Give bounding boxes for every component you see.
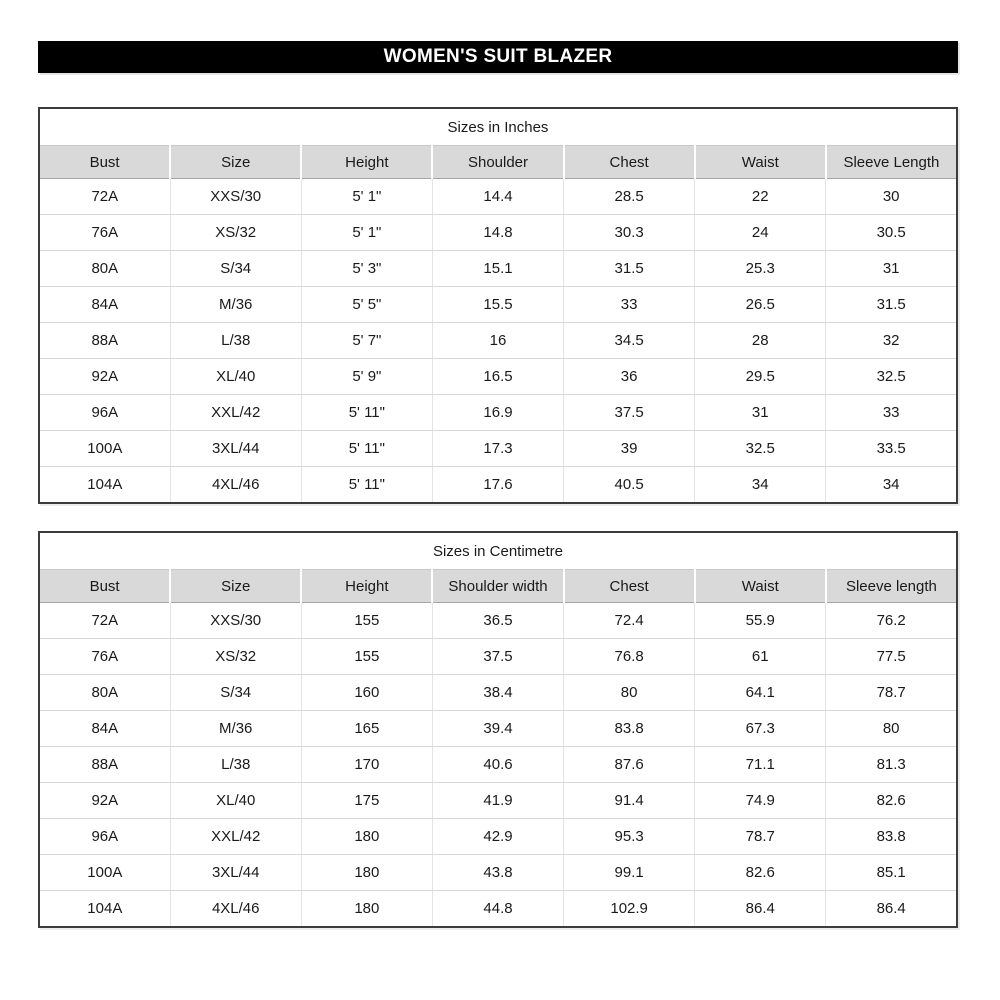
table-cell: 24	[695, 215, 826, 251]
table-cell: XXL/42	[170, 819, 301, 855]
table-cell: 87.6	[564, 747, 695, 783]
table-cell: 76A	[39, 639, 170, 675]
table-cell: 36.5	[432, 603, 563, 639]
column-header: Height	[301, 146, 432, 179]
table-cell: 44.8	[432, 891, 563, 928]
column-header: Bust	[39, 146, 170, 179]
table-cell: 38.4	[432, 675, 563, 711]
table-cell: 15.1	[432, 251, 563, 287]
table-cell: 42.9	[432, 819, 563, 855]
table-row	[39, 891, 957, 928]
column-header: Height	[301, 570, 432, 603]
table-cell: 80A	[39, 675, 170, 711]
table-cell: 86.4	[826, 891, 957, 928]
table-cell: 3XL/44	[170, 855, 301, 891]
table-row	[39, 819, 957, 855]
table-cell: 39.4	[432, 711, 563, 747]
table-cell: 100A	[39, 855, 170, 891]
table-row	[39, 287, 957, 323]
column-header: Shoulder width	[432, 570, 563, 603]
table-cell: 175	[301, 783, 432, 819]
table-cell: 72A	[39, 179, 170, 215]
table-cell: 83.8	[564, 711, 695, 747]
column-header: Shoulder	[432, 146, 563, 179]
table-cell: 28.5	[564, 179, 695, 215]
column-header: Chest	[564, 146, 695, 179]
table-cell: 82.6	[695, 855, 826, 891]
table-cell: M/36	[170, 287, 301, 323]
table-cell: XXS/30	[170, 179, 301, 215]
table-cell: 72A	[39, 603, 170, 639]
table-cell: 5' 1"	[301, 215, 432, 251]
table-cell: 43.8	[432, 855, 563, 891]
table-cell: 180	[301, 855, 432, 891]
table-cell: XXL/42	[170, 395, 301, 431]
table-cell: 25.3	[695, 251, 826, 287]
table-cell: 5' 11"	[301, 395, 432, 431]
table-cell: 76.8	[564, 639, 695, 675]
table-cell: 16.5	[432, 359, 563, 395]
table-cell: M/36	[170, 711, 301, 747]
table-cell: 32.5	[826, 359, 957, 395]
table-cell: 83.8	[826, 819, 957, 855]
size-table-centimetre	[38, 531, 958, 928]
column-header: Size	[170, 570, 301, 603]
table-cell: 3XL/44	[170, 431, 301, 467]
table-cell: XS/32	[170, 639, 301, 675]
table-header-row	[39, 146, 957, 179]
table-cell: 160	[301, 675, 432, 711]
table-cell: 64.1	[695, 675, 826, 711]
table-cell: 5' 1"	[301, 179, 432, 215]
table-cell: 39	[564, 431, 695, 467]
table-cell: 5' 7"	[301, 323, 432, 359]
table-cell: XL/40	[170, 783, 301, 819]
column-header: Sleeve length	[826, 570, 957, 603]
table-cell: 37.5	[564, 395, 695, 431]
table-cell: 165	[301, 711, 432, 747]
table-cell: 17.6	[432, 467, 563, 504]
table-cell: L/38	[170, 747, 301, 783]
column-header: Sleeve Length	[826, 146, 957, 179]
table-cell: 61	[695, 639, 826, 675]
table-cell: 5' 11"	[301, 431, 432, 467]
table-cell: 37.5	[432, 639, 563, 675]
table-cell: 78.7	[826, 675, 957, 711]
table-row	[39, 359, 957, 395]
table-cell: 14.4	[432, 179, 563, 215]
table-row	[39, 467, 957, 504]
table-cell: S/34	[170, 251, 301, 287]
table-cell: 180	[301, 819, 432, 855]
table-cell: 99.1	[564, 855, 695, 891]
table-cell: 84A	[39, 711, 170, 747]
table-cell: 180	[301, 891, 432, 928]
table-cell: 77.5	[826, 639, 957, 675]
table-cell: 15.5	[432, 287, 563, 323]
table-row	[39, 251, 957, 287]
table-cell: 55.9	[695, 603, 826, 639]
table-row	[39, 711, 957, 747]
table-cell: 155	[301, 603, 432, 639]
table-cell: 33.5	[826, 431, 957, 467]
table-cell: 72.4	[564, 603, 695, 639]
table-cell: 95.3	[564, 819, 695, 855]
table-cell: 92A	[39, 359, 170, 395]
table-title: Sizes in Centimetre	[39, 532, 957, 570]
table-cell: 4XL/46	[170, 891, 301, 928]
table-row	[39, 783, 957, 819]
table-row	[39, 639, 957, 675]
table-cell: 96A	[39, 819, 170, 855]
table-row	[39, 179, 957, 215]
table-cell: 76A	[39, 215, 170, 251]
table-cell: 71.1	[695, 747, 826, 783]
table-cell: 34.5	[564, 323, 695, 359]
table-cell: 88A	[39, 747, 170, 783]
column-header: Chest	[564, 570, 695, 603]
table-row	[39, 675, 957, 711]
table-cell: 22	[695, 179, 826, 215]
table-cell: 30.3	[564, 215, 695, 251]
table-cell: 34	[826, 467, 957, 504]
table-cell: 104A	[39, 891, 170, 928]
table-title: Sizes in Inches	[39, 108, 957, 146]
table-cell: 88A	[39, 323, 170, 359]
table-row	[39, 215, 957, 251]
table-cell: 16.9	[432, 395, 563, 431]
column-header: Waist	[695, 146, 826, 179]
table-cell: 78.7	[695, 819, 826, 855]
table-cell: 5' 5"	[301, 287, 432, 323]
table-header-row	[39, 570, 957, 603]
table-cell: 104A	[39, 467, 170, 504]
table-cell: 16	[432, 323, 563, 359]
table-cell: 28	[695, 323, 826, 359]
table-cell: 86.4	[695, 891, 826, 928]
table-cell: 30.5	[826, 215, 957, 251]
table-cell: 4XL/46	[170, 467, 301, 504]
table-cell: 33	[564, 287, 695, 323]
table-cell: 67.3	[695, 711, 826, 747]
table-cell: 29.5	[695, 359, 826, 395]
table-cell: 85.1	[826, 855, 957, 891]
table-cell: 92A	[39, 783, 170, 819]
table-cell: 41.9	[432, 783, 563, 819]
table-cell: 5' 11"	[301, 467, 432, 504]
table-cell: 100A	[39, 431, 170, 467]
table-cell: L/38	[170, 323, 301, 359]
page-title: WOMEN'S SUIT BLAZER	[383, 46, 613, 67]
table-cell: 31.5	[826, 287, 957, 323]
table-cell: 31.5	[564, 251, 695, 287]
table-cell: 32	[826, 323, 957, 359]
table-cell: XS/32	[170, 215, 301, 251]
table-row	[39, 431, 957, 467]
table-cell: 32.5	[695, 431, 826, 467]
table-cell: XL/40	[170, 359, 301, 395]
table-row	[39, 395, 957, 431]
table-cell: 81.3	[826, 747, 957, 783]
table-cell: 82.6	[826, 783, 957, 819]
table-cell: 36	[564, 359, 695, 395]
table-cell: 40.5	[564, 467, 695, 504]
table-cell: 84A	[39, 287, 170, 323]
table-row	[39, 323, 957, 359]
table-row	[39, 747, 957, 783]
table-cell: 5' 9"	[301, 359, 432, 395]
table-cell: 80	[826, 711, 957, 747]
table-cell: 96A	[39, 395, 170, 431]
table-cell: 14.8	[432, 215, 563, 251]
table-cell: 30	[826, 179, 957, 215]
table-cell: 155	[301, 639, 432, 675]
table-cell: 74.9	[695, 783, 826, 819]
title-banner	[38, 41, 958, 73]
table-cell: 33	[826, 395, 957, 431]
table-cell: 102.9	[564, 891, 695, 928]
column-header: Waist	[695, 570, 826, 603]
table-cell: 26.5	[695, 287, 826, 323]
table-cell: 76.2	[826, 603, 957, 639]
table-cell: 80A	[39, 251, 170, 287]
table-cell: 40.6	[432, 747, 563, 783]
table-cell: 5' 3"	[301, 251, 432, 287]
column-header: Bust	[39, 570, 170, 603]
table-cell: 80	[564, 675, 695, 711]
column-header: Size	[170, 146, 301, 179]
table-cell: S/34	[170, 675, 301, 711]
table-cell: 91.4	[564, 783, 695, 819]
table-row	[39, 855, 957, 891]
table-cell: 31	[826, 251, 957, 287]
table-cell: XXS/30	[170, 603, 301, 639]
table-cell: 34	[695, 467, 826, 504]
table-cell: 17.3	[432, 431, 563, 467]
table-cell: 31	[695, 395, 826, 431]
table-row	[39, 603, 957, 639]
size-table-inches	[38, 107, 958, 504]
table-cell: 170	[301, 747, 432, 783]
